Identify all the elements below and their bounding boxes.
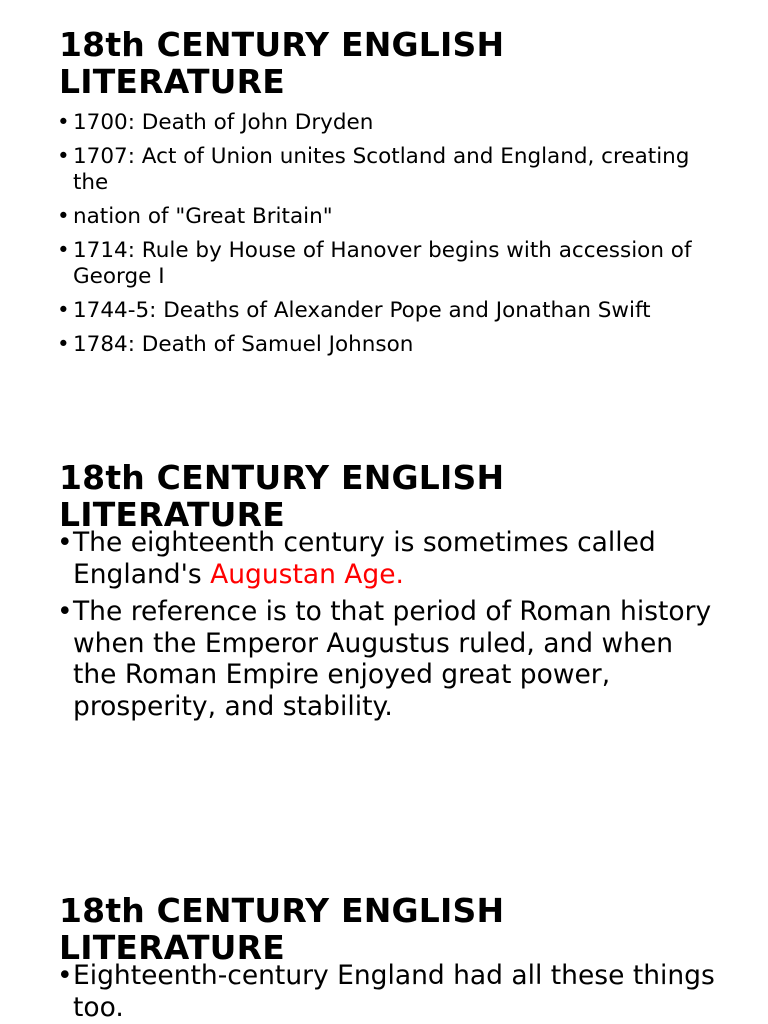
slide-3-bullet-list (59, 960, 719, 1023)
slide-2-bullet-2: • The reference is to that period of Roman history when the Emperor Augustus ruled, and when the Roman Empire enjoyed great power, prosperity, and stability. (59, 596, 719, 722)
slide-3-bullet-1: • Eighteenth-century England had all these things too. (59, 960, 719, 1023)
slide-1 (59, 26, 719, 366)
slide-1-bullet-3: • nation of "Great Britain" (59, 204, 719, 230)
slide-1-bullet-1: • 1700: Death of John Dryden (59, 110, 719, 136)
augustan-age-highlight: Augustan Age. (210, 558, 404, 590)
slide-2-bullet-list (59, 527, 719, 722)
slide-1-title: 18th CENTURY ENGLISH LITERATURE (59, 25, 505, 101)
slide-1-bullet-6: • 1784: Death of Samuel Johnson (59, 332, 719, 358)
slide-2-title: 18th CENTURY ENGLISH LITERATURE (59, 458, 505, 534)
slide-2-bullet-1-text: The eighteenth century is sometimes called England's (73, 527, 656, 590)
slide-3-title: 18th CENTURY ENGLISH LITERATURE (59, 891, 505, 967)
slide-1-bullet-list (59, 110, 719, 358)
slide-2 (59, 459, 719, 728)
slide-1-bullet-5: • 1744-5: Deaths of Alexander Pope and Jonathan Swift (59, 298, 719, 324)
slide-1-bullet-4: • 1714: Rule by House of Hanover begins with accession of George I (59, 238, 719, 290)
slide-2-bullet-1 (59, 527, 719, 590)
slide-1-bullet-2: • 1707: Act of Union unites Scotland and England, creating the (59, 144, 719, 196)
slide-3 (59, 892, 719, 1023)
